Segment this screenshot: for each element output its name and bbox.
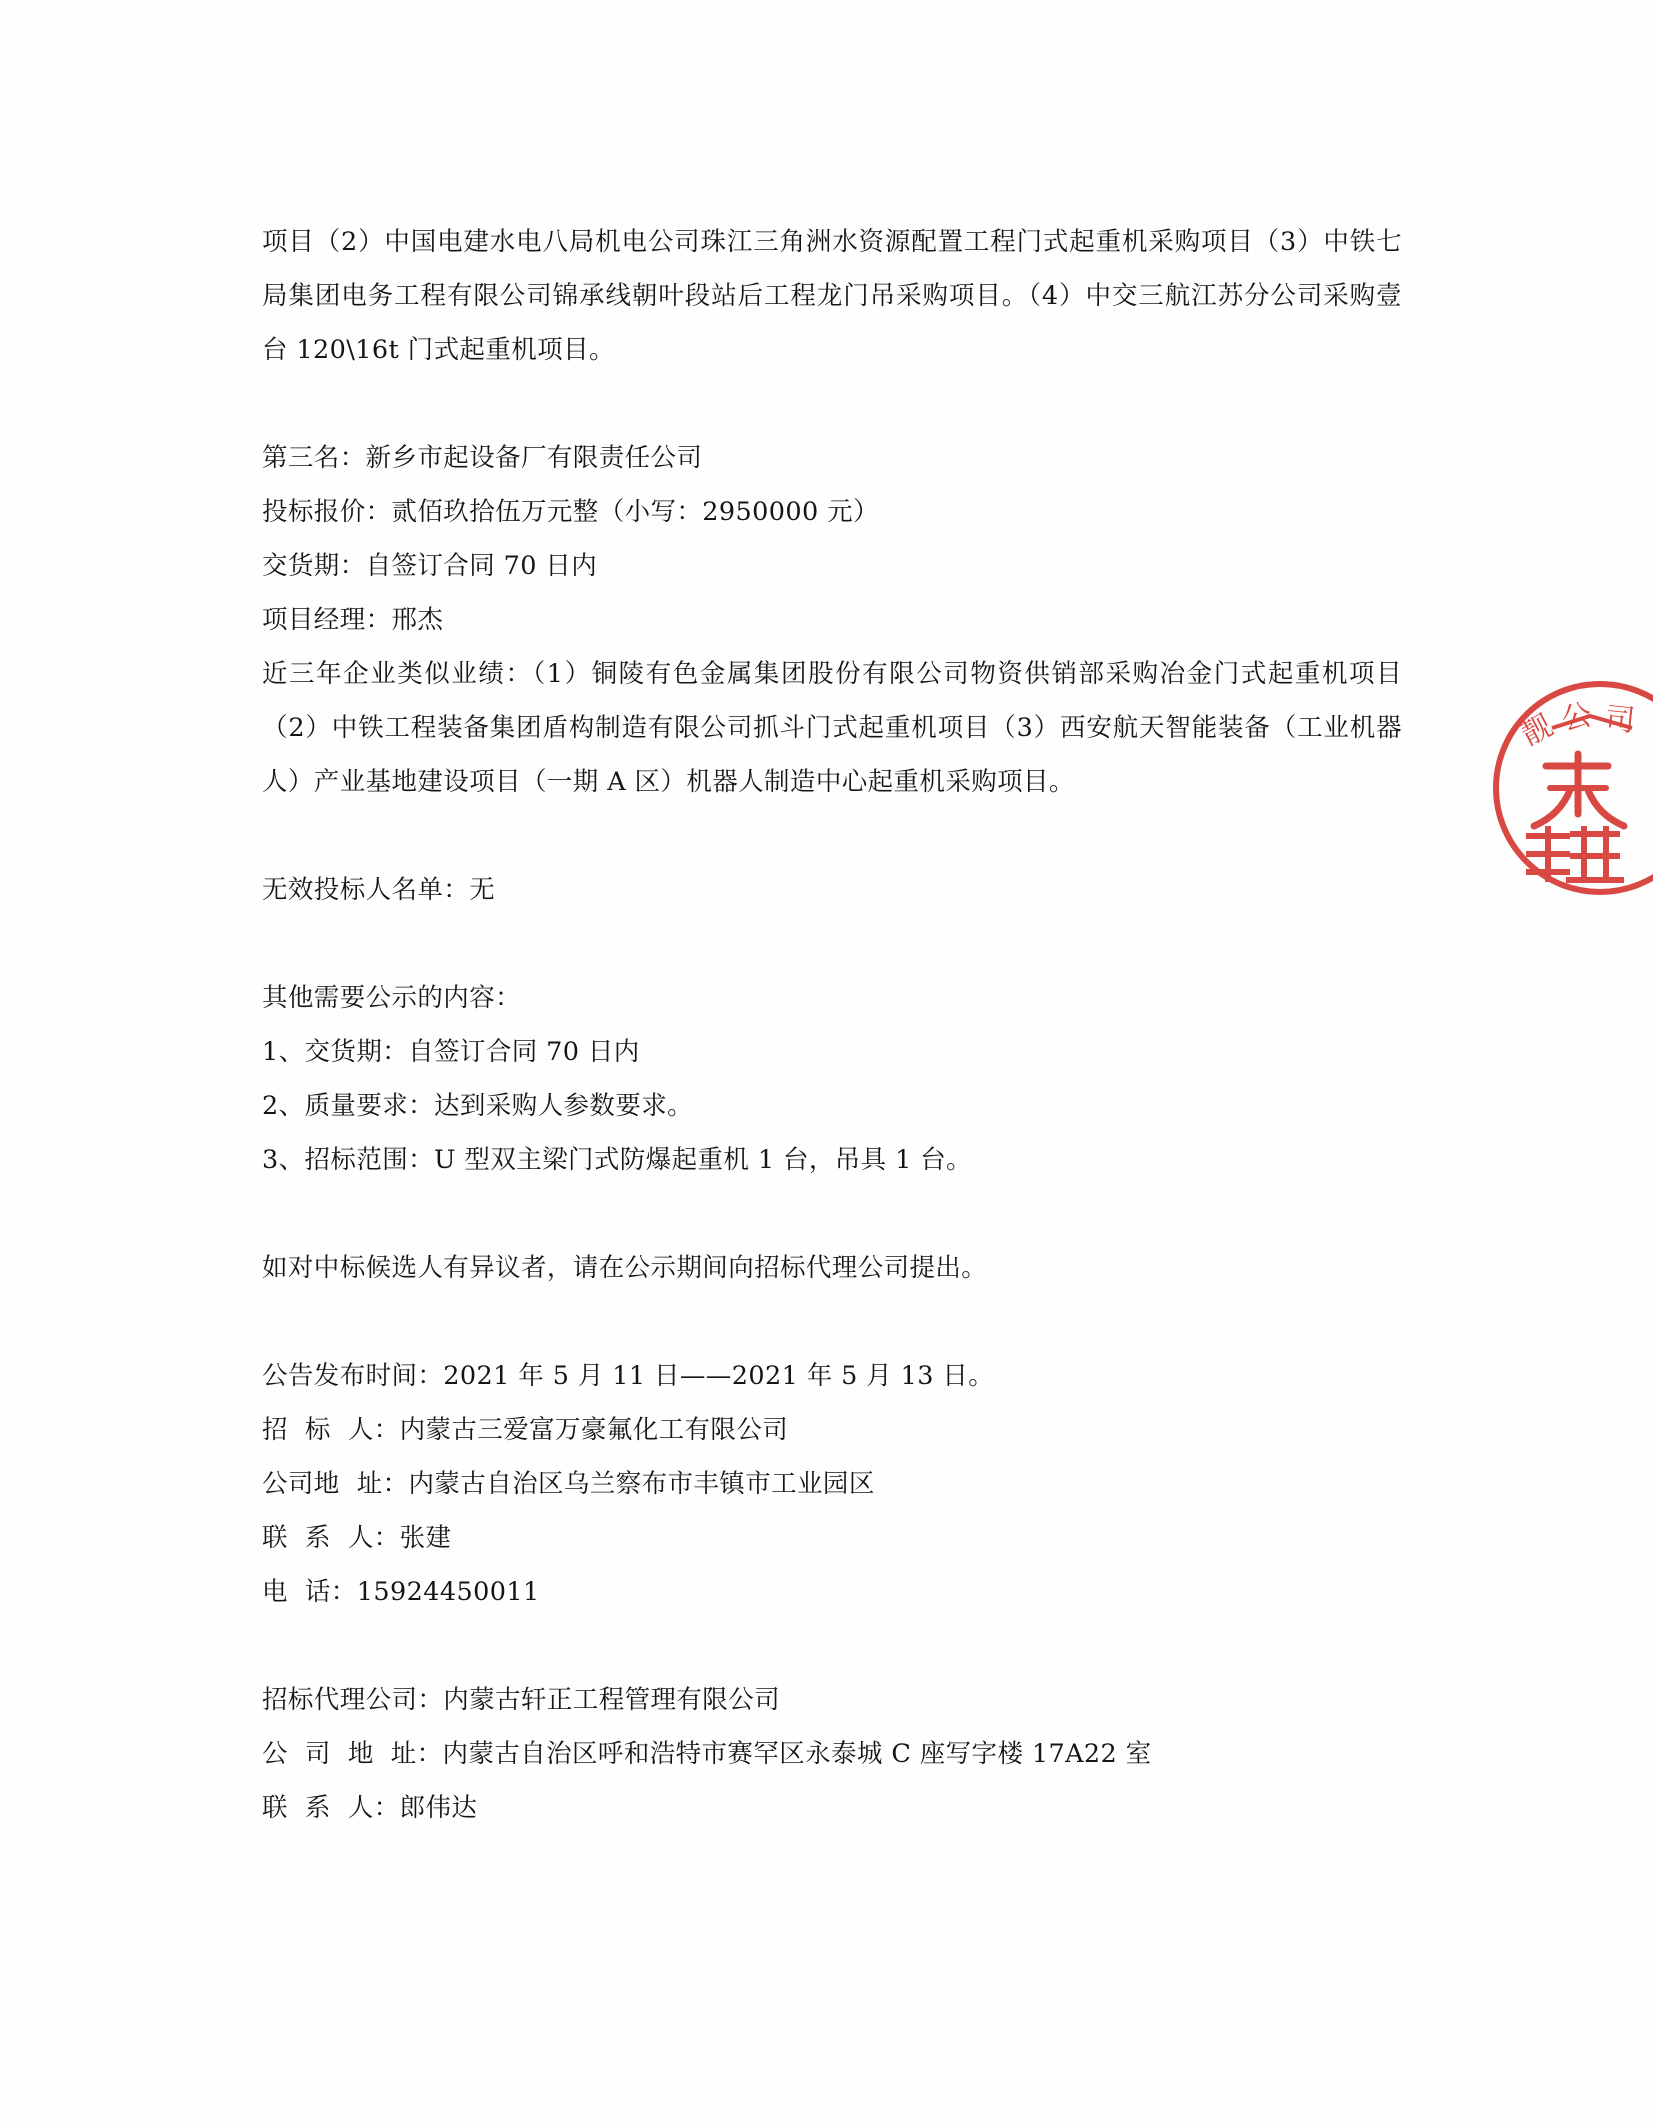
objection-notice: 如对中标候选人有异议者，请在公示期间向招标代理公司提出。 [262, 1253, 988, 1283]
announcement-contact: 联 系 人：张建 [262, 1523, 452, 1553]
svg-text:靓: 靓 [1515, 708, 1559, 754]
announcement-phone: 电 话：15924450011 [262, 1577, 540, 1607]
paragraph-continued-projects: 项目（2）中国电建水电八局机电公司珠江三角洲水资源配置工程门式起重机采购项目（3）中铁七局集团电务工程有限公司锦承线朝叶段站后工程龙门吊采购项目。（4）中交三航江苏分公司采购壹台 120\16t 门式起重机项目。 [262, 227, 1402, 365]
spacer [262, 1187, 1402, 1241]
announcement-company-address: 公司地 址：内蒙古自治区乌兰察布市丰镇市工业园区 [262, 1469, 875, 1499]
third-place-performance: 近三年企业类似业绩：（1）铜陵有色金属集团股份有限公司物资供销部采购冶金门式起重机项目（2）中铁工程装备集团盾构制造有限公司抓斗门式起重机项目（3）西安航天智能装备（工业机器人）产业基地建设项目（一期 A 区）机器人制造中心起重机采购项目。 [262, 659, 1402, 797]
third-place-project-manager: 项目经理：邢杰 [262, 605, 444, 635]
other-notice-item-1: 1、交货期：自签订合同 70 日内 [262, 1037, 640, 1067]
other-notice-item-2: 2、质量要求：达到采购人参数要求。 [262, 1091, 694, 1121]
announcement-tenderee: 招 标 人：内蒙古三爱富万豪氟化工有限公司 [262, 1415, 789, 1445]
other-notice-item-3: 3、招标范围：U 型双主梁门式防爆起重机 1 台，吊具 1 台。 [262, 1145, 972, 1175]
spacer [262, 917, 1402, 971]
third-place-name: 第三名：新乡市起设备厂有限责任公司 [262, 443, 703, 473]
agency-name: 招标代理公司：内蒙古轩正工程管理有限公司 [262, 1685, 781, 1715]
spacer [262, 1619, 1402, 1673]
spacer [262, 809, 1402, 863]
spacer [262, 1295, 1402, 1349]
announcement-publish-time: 公告发布时间：2021 年 5 月 11 日——2021 年 5 月 13 日。 [262, 1361, 995, 1391]
official-seal [1490, 668, 1653, 918]
third-place-delivery: 交货期：自签订合同 70 日内 [262, 551, 598, 581]
third-place-bid-price: 投标报价：贰佰玖拾伍万元整（小写：2950000 元） [262, 497, 879, 527]
agency-address: 公 司 地 址：内蒙古自治区呼和浩特市赛罕区永泰城 C 座写字楼 17A22 室 [262, 1739, 1152, 1769]
document-body [262, 215, 1402, 1835]
agency-contact: 联 系 人：郎伟达 [262, 1793, 478, 1823]
svg-text:司: 司 [1603, 701, 1637, 740]
spacer [262, 377, 1402, 431]
other-notice-title: 其他需要公示的内容： [262, 983, 522, 1013]
invalid-bidders-list: 无效投标人名单：无 [262, 875, 496, 905]
svg-text:公: 公 [1558, 697, 1596, 738]
